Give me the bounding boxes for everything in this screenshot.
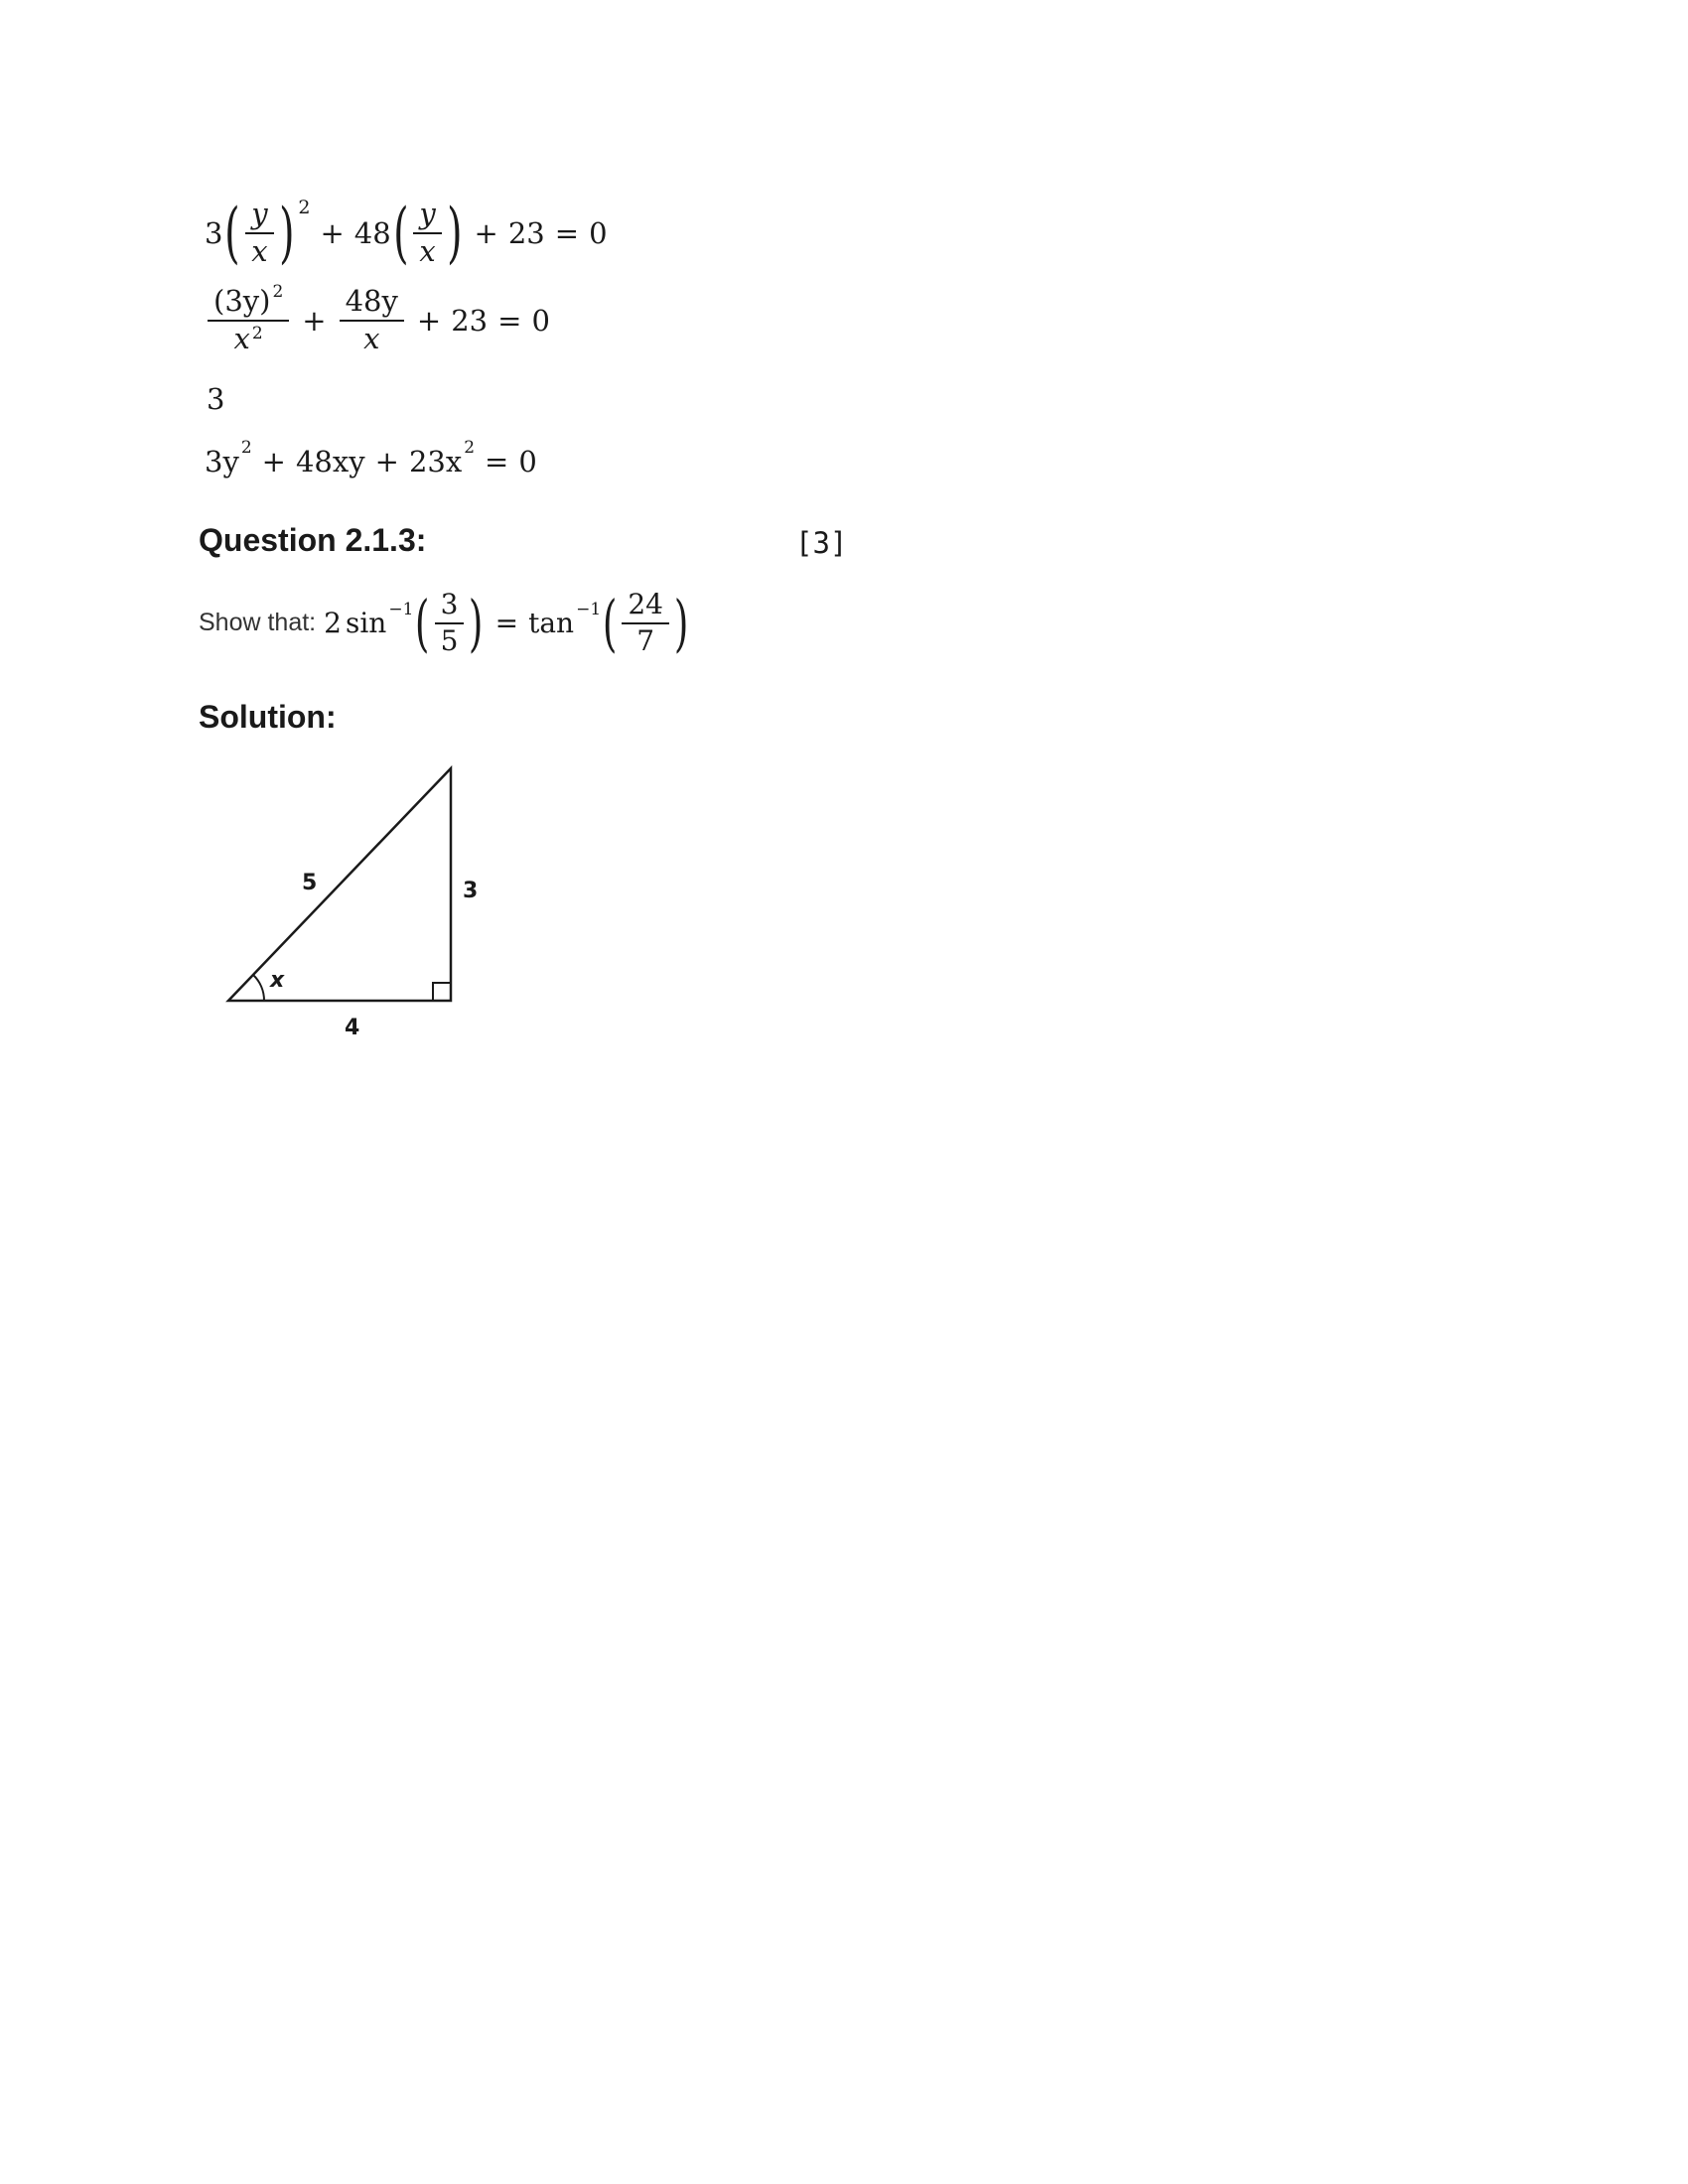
angle-label: x bbox=[270, 968, 285, 993]
question-title: Question 2.1.3: bbox=[199, 522, 427, 558]
equation-1 bbox=[205, 194, 608, 271]
numerator-text: (3y) bbox=[213, 284, 271, 318]
plus-sign: + bbox=[416, 303, 442, 338]
question-marks: [3] bbox=[795, 526, 848, 560]
plus-sign: + bbox=[320, 215, 345, 250]
fraction-3y-squared-over-x-squared bbox=[208, 282, 289, 355]
fraction-numerator: y bbox=[245, 199, 273, 234]
eq1-exponent: 2 bbox=[298, 196, 311, 218]
term-exponent: 2 bbox=[240, 438, 252, 458]
equals-sign: = bbox=[485, 445, 509, 478]
lhs-coefficient: 2 bbox=[324, 607, 342, 640]
denominator-exponent: 2 bbox=[251, 323, 263, 343]
fraction-denominator: x bbox=[251, 233, 268, 268]
eq2-const: 23 bbox=[451, 303, 489, 338]
show-that-label: Show that: bbox=[199, 609, 317, 637]
left-paren: ( bbox=[224, 194, 241, 271]
term-3y: 3y bbox=[205, 445, 239, 478]
denominator-text: x bbox=[233, 321, 250, 355]
plus-sign: + bbox=[474, 215, 498, 250]
fraction-3-over-5 bbox=[435, 590, 465, 657]
angle-arc bbox=[253, 975, 264, 1001]
equals-sign: = bbox=[554, 215, 580, 250]
left-paren: ( bbox=[392, 194, 409, 271]
fraction-24-over-7 bbox=[622, 590, 669, 657]
plus-sign: + bbox=[261, 445, 286, 478]
right-paren: ) bbox=[446, 194, 463, 271]
show-that-statement bbox=[199, 586, 690, 659]
solution-title: Solution: bbox=[199, 699, 337, 735]
fraction-denominator bbox=[228, 322, 269, 355]
term-48xy: 48xy bbox=[295, 445, 365, 478]
equals-sign: = bbox=[494, 607, 519, 640]
fraction-numerator: 24 bbox=[622, 590, 669, 624]
right-paren: ) bbox=[673, 586, 689, 659]
opposite-side-label: 3 bbox=[463, 879, 479, 903]
fraction-y-over-x bbox=[413, 199, 441, 268]
right-angle-marker bbox=[433, 983, 451, 1001]
lhs-function: sin bbox=[345, 607, 387, 640]
right-paren: ) bbox=[278, 194, 295, 271]
right-paren: ) bbox=[469, 586, 484, 659]
equation-3-text: 3 bbox=[207, 382, 225, 416]
fraction-numerator: y bbox=[413, 199, 441, 234]
equation-2 bbox=[205, 282, 550, 355]
eq1-coef2: 48 bbox=[353, 215, 391, 250]
fraction-denominator: 7 bbox=[636, 623, 655, 657]
fraction-48y-over-x bbox=[340, 286, 404, 355]
fraction-numerator bbox=[208, 282, 289, 322]
fraction-numerator: 3 bbox=[435, 590, 465, 624]
equals-sign: = bbox=[497, 303, 522, 338]
eq1-const: 23 bbox=[507, 215, 545, 250]
left-paren: ( bbox=[415, 586, 430, 659]
eq1-rhs: 0 bbox=[589, 215, 608, 250]
left-paren: ( bbox=[602, 586, 618, 659]
eq2-rhs: 0 bbox=[531, 303, 550, 338]
plus-sign: + bbox=[302, 303, 327, 338]
fraction-denominator: x bbox=[363, 321, 380, 355]
fraction-denominator: 5 bbox=[440, 623, 459, 657]
fraction-y-over-x bbox=[245, 199, 273, 268]
adjacent-side-label: 4 bbox=[345, 1016, 360, 1040]
numerator-exponent: 2 bbox=[272, 282, 284, 302]
fraction-numerator: 48y bbox=[340, 286, 404, 322]
equation-4 bbox=[205, 438, 537, 478]
right-triangle-diagram bbox=[218, 756, 496, 1054]
inverse-exponent: −1 bbox=[388, 599, 414, 619]
eq4-rhs: 0 bbox=[518, 445, 537, 478]
triangle-outline bbox=[228, 768, 451, 1001]
plus-sign: + bbox=[374, 445, 399, 478]
inverse-exponent: −1 bbox=[576, 599, 602, 619]
identity-expression bbox=[324, 586, 690, 659]
eq1-coef1: 3 bbox=[205, 215, 223, 250]
term-23x: 23x bbox=[408, 445, 463, 478]
rhs-function: tan bbox=[528, 607, 575, 640]
fraction-denominator: x bbox=[419, 233, 436, 268]
hypotenuse-label: 5 bbox=[302, 871, 318, 895]
term-exponent: 2 bbox=[464, 438, 476, 458]
